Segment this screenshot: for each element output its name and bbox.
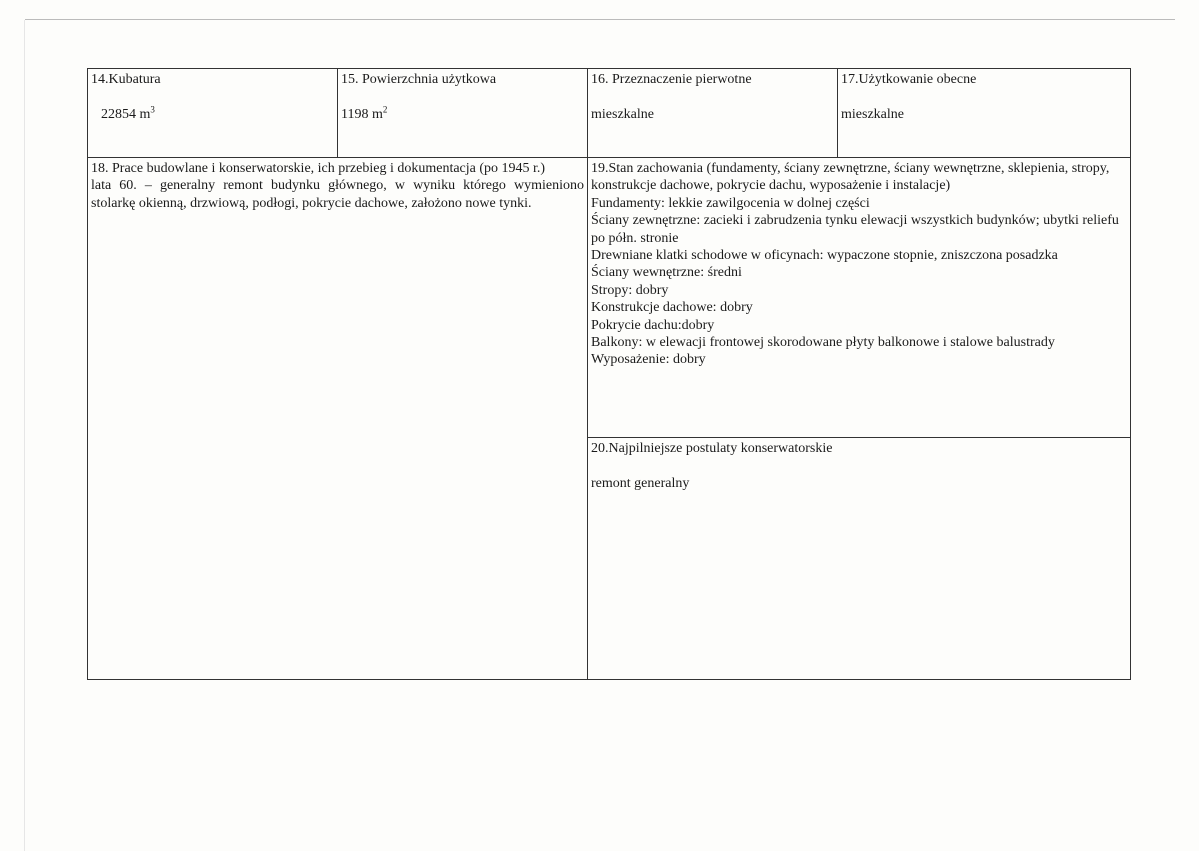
uzytkowanie-value: mieszkalne bbox=[841, 107, 904, 123]
przeznaczenie-value: mieszkalne bbox=[591, 107, 654, 123]
stan-fundamenty: Fundamenty: lekkie zawilgocenia w dolnej części bbox=[591, 195, 870, 211]
stan-pokrycie-dachu: Pokrycie dachu:dobry bbox=[591, 317, 715, 333]
kubatura-label: 14.Kubatura bbox=[91, 72, 161, 87]
postulaty-label: 20.Najpilniejsze postulaty konserwatorskie bbox=[591, 441, 833, 456]
scan-edge-line bbox=[25, 19, 1175, 20]
stan-klatki-schodowe: Drewniane klatki schodowe w oficynach: wypaczone stopnie, zniszczona posadzka bbox=[591, 248, 1058, 264]
stan-stropy: Stropy: dobry bbox=[591, 282, 669, 298]
cell-postulaty bbox=[587, 437, 1131, 680]
przeznaczenie-label: 16. Przeznaczenie pierwotne bbox=[591, 72, 752, 87]
scan-edge-left bbox=[24, 20, 25, 851]
prace-label: 18. Prace budowlane i konserwatorskie, ich przebieg i dokumentacja (po 1945 r.) bbox=[91, 161, 546, 176]
stan-konstrukcje-dachowe: Konstrukcje dachowe: dobry bbox=[591, 300, 753, 316]
uzytkowanie-label: 17.Użytkowanie obecne bbox=[841, 72, 977, 87]
stan-balkony: Balkony: w elewacji frontowej skorodowane płyty balkonowe i stalowe balustrady bbox=[591, 335, 1055, 351]
cell-prace-budowlane bbox=[87, 157, 588, 680]
stan-wyposazenie: Wyposażenie: dobry bbox=[591, 352, 706, 368]
prace-text: lata 60. – generalny remont budynku głównego, w wyniku którego wymieniono stolarkę okienną, drzwiową, podłogi, pokrycie dachowe, założono nowe tynki. bbox=[91, 178, 584, 211]
stan-sciany-zewnetrzne: Ściany zewnętrzne: zacieki i zabrudzenia tynku elewacji wszystkich budynków; ubytki reliefu po półn. stronie bbox=[591, 213, 1119, 246]
postulaty-value: remont generalny bbox=[591, 476, 690, 492]
powierzchnia-label: 15. Powierzchnia użytkowa bbox=[341, 72, 497, 87]
cell-kubatura bbox=[87, 68, 338, 158]
cell-stan-zachowania bbox=[587, 157, 1131, 438]
stan-sciany-wewnetrzne: Ściany wewnętrzne: średni bbox=[591, 265, 742, 281]
stan-label: 19.Stan zachowania (fundamenty, ściany zewnętrzne, ściany wewnętrzne, sklepienia, stropy, konstrukcje dachowe, pokrycie dachu, wyposażenie i instalacje) bbox=[591, 161, 1110, 194]
powierzchnia-value: 1198 $m^2$ bbox=[341, 104, 388, 123]
cell-przeznaczenie bbox=[587, 68, 838, 158]
kubatura-value: 22854 $m^3$ bbox=[101, 104, 155, 123]
cell-powierzchnia bbox=[337, 68, 588, 158]
cell-uzytkowanie bbox=[837, 68, 1131, 158]
